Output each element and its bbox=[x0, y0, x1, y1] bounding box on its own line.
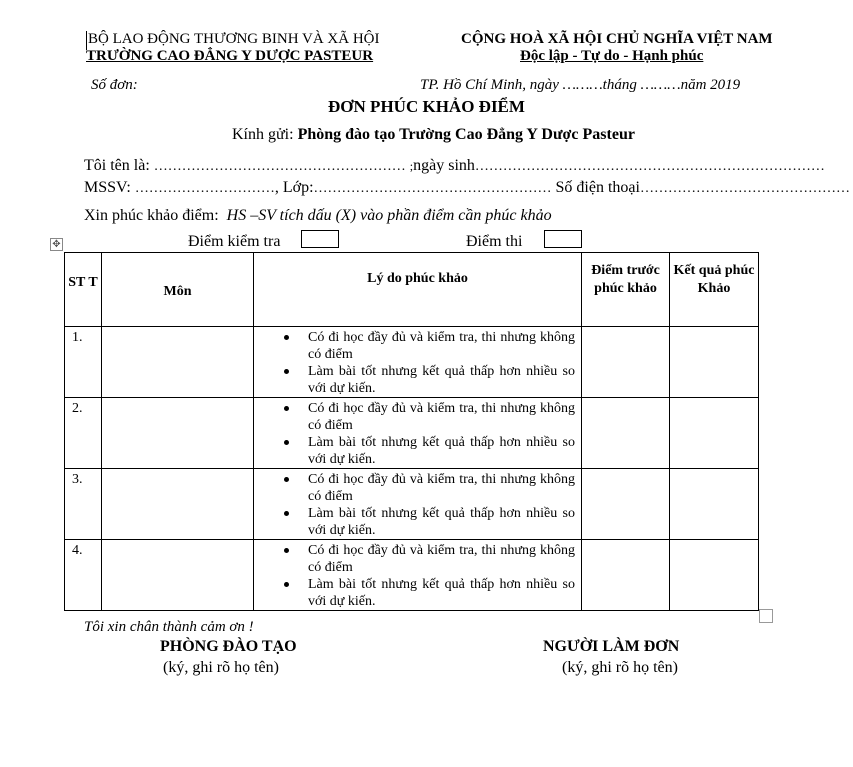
result-cell[interactable] bbox=[670, 398, 759, 469]
subject-cell[interactable] bbox=[102, 540, 254, 611]
before-score-cell[interactable] bbox=[582, 540, 670, 611]
review-note: HS –SV tích dấu (X) vào phần điểm cần phúc khảo bbox=[226, 207, 552, 224]
row-number: 1. bbox=[65, 327, 102, 398]
reason-cell bbox=[254, 398, 582, 469]
before-score-cell[interactable] bbox=[582, 469, 670, 540]
header-before: Điểm trước phúc khảo bbox=[582, 253, 670, 327]
mssv-label: MSSV: bbox=[84, 179, 131, 196]
subject-cell[interactable] bbox=[102, 327, 254, 398]
mssv-field[interactable]: ………………………… bbox=[134, 181, 275, 196]
table-row bbox=[65, 398, 759, 469]
row-number: 4. bbox=[65, 540, 102, 611]
check-test-label: Điểm kiểm tra bbox=[188, 233, 281, 250]
birthdate-label: ngày sinh bbox=[413, 157, 475, 174]
check-exam-label: Điểm thi bbox=[466, 233, 523, 250]
before-score-cell[interactable] bbox=[582, 327, 670, 398]
review-table bbox=[64, 252, 759, 611]
reason-low-score: Làm bài tốt nhưng kết quả thấp hơn nhiều so với dự kiến. bbox=[308, 506, 575, 538]
reason-low-score: Làm bài tốt nhưng kết quả thấp hơn nhiều so với dự kiến. bbox=[308, 577, 575, 609]
check-exam-box[interactable] bbox=[544, 230, 582, 248]
row-number: 3. bbox=[65, 469, 102, 540]
birthdate-field[interactable]: ………………………………………………………………… bbox=[474, 159, 825, 174]
left-signer-note: (ký, ghi rõ họ tên) bbox=[163, 659, 279, 676]
table-row bbox=[65, 327, 759, 398]
reason-no-score: Có đi học đầy đủ và kiểm tra, thi nhưng không có điểm bbox=[308, 401, 575, 433]
reason-cell bbox=[254, 540, 582, 611]
check-test-box[interactable] bbox=[301, 230, 339, 248]
reason-cell bbox=[254, 469, 582, 540]
country-name: CỘNG HOÀ XÃ HỘI CHỦ NGHĨA VIỆT NAM bbox=[461, 31, 773, 47]
table-row bbox=[65, 469, 759, 540]
before-score-cell[interactable] bbox=[582, 398, 670, 469]
row-number: 2. bbox=[65, 398, 102, 469]
ministry-name: BỘ LAO ĐỘNG THƯƠNG BINH VÀ XÃ HỘI bbox=[88, 31, 380, 47]
recipient-line bbox=[232, 126, 635, 144]
table-resize-handle[interactable] bbox=[759, 609, 773, 623]
right-signer-title: NGƯỜI LÀM ĐƠN bbox=[543, 638, 680, 655]
table-header-row bbox=[65, 253, 759, 327]
reason-cell bbox=[254, 327, 582, 398]
phone-field[interactable]: ……………………………………… bbox=[639, 181, 850, 196]
table-row bbox=[65, 540, 759, 611]
class-field[interactable]: …………………………………………… bbox=[313, 181, 552, 196]
name-label: Tôi tên là: bbox=[84, 157, 150, 174]
subject-cell[interactable] bbox=[102, 469, 254, 540]
right-signer-note: (ký, ghi rõ họ tên) bbox=[562, 659, 678, 676]
result-cell[interactable] bbox=[670, 327, 759, 398]
result-cell[interactable] bbox=[670, 469, 759, 540]
name-row: Tôi tên là: ……………………………………………… ;ngày sinh………………………………………………………………… bbox=[84, 157, 825, 174]
so-don-label: Số đơn: bbox=[91, 77, 138, 93]
reason-no-score: Có đi học đầy đủ và kiểm tra, thi nhưng không có điểm bbox=[308, 543, 575, 575]
reason-low-score: Làm bài tốt nhưng kết quả thấp hơn nhiều so với dự kiến. bbox=[308, 435, 575, 467]
thanks-text: Tôi xin chân thành cảm ơn ! bbox=[84, 619, 254, 635]
phone-label: Số điện thoại bbox=[555, 179, 640, 196]
reason-low-score: Làm bài tốt nhưng kết quả thấp hơn nhiều so với dự kiến. bbox=[308, 364, 575, 396]
header-stt: ST T bbox=[65, 253, 102, 327]
header-reason: Lý do phúc khảo bbox=[254, 253, 582, 327]
school-name: TRƯỜNG CAO ĐẲNG Y DƯỢC PASTEUR bbox=[86, 48, 374, 64]
reason-no-score: Có đi học đầy đủ và kiểm tra, thi nhưng không có điểm bbox=[308, 472, 575, 504]
review-row bbox=[84, 207, 552, 225]
subject-cell[interactable] bbox=[102, 398, 254, 469]
move-handle-icon[interactable]: ✥ bbox=[50, 238, 63, 251]
name-field[interactable]: ……………………………………………… bbox=[153, 159, 406, 174]
class-label: , Lớp: bbox=[274, 179, 314, 196]
left-signer-title: PHÒNG ĐÀO TẠO bbox=[160, 638, 297, 655]
motto: Độc lập - Tự do - Hạnh phúc bbox=[520, 48, 704, 64]
header-subject: Môn bbox=[102, 253, 254, 327]
result-cell[interactable] bbox=[670, 540, 759, 611]
reason-no-score: Có đi học đầy đủ và kiểm tra, thi nhưng không có điểm bbox=[308, 330, 575, 362]
recipient-prefix: Kính gửi: bbox=[232, 126, 294, 143]
review-label: Xin phúc khảo điểm: bbox=[84, 207, 219, 224]
header-result: Kết quả phúc Khảo bbox=[670, 253, 759, 327]
student-row bbox=[84, 179, 850, 197]
recipient-name: Phòng đào tạo Trường Cao Đẳng Y Dược Pasteur bbox=[297, 126, 635, 143]
page-title: ĐƠN PHÚC KHẢO ĐIỂM bbox=[328, 97, 525, 116]
place-date: TP. Hồ Chí Minh, ngày ………tháng ………năm 2019 bbox=[420, 77, 741, 93]
